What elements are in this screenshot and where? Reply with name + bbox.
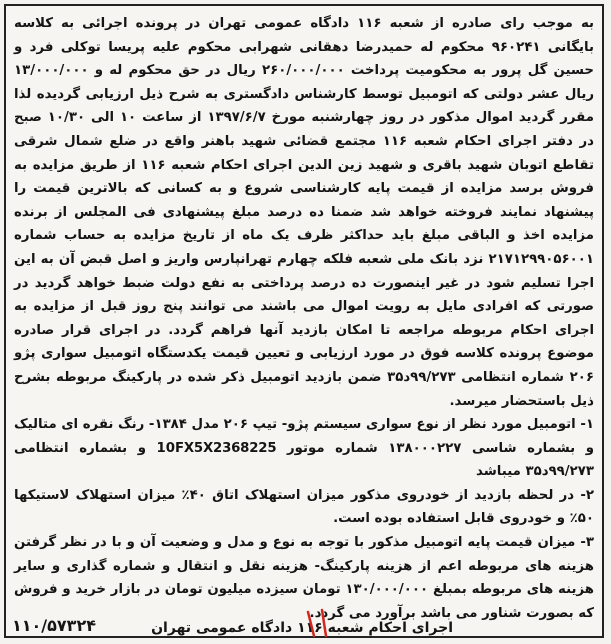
legal-notice-box (4, 4, 604, 638)
notice-item-2: ۲- در لحظه بازدید از خودروی مذکور میزان استهلاک اتاق ۴۰٪ میزان استهلاک لاستیکها ۵۰٪ و خودروی قابل استفاده بوده است. (14, 487, 595, 527)
notice-body (14, 12, 594, 625)
notice-paragraph-main: به موجب رای صادره از شعبه ۱۱۶ دادگاه عمومی تهران در پرونده اجرائی به کلاسه بایگانی ۹۶۰۲۴۱ محکوم له حمیدرضا دهقانی شهرابی محکوم علیه پریسا توکلی فرد و حسین گل پرور به محکومیت پرداخت ۲۶۰/۰۰۰/۰۰۰ ریال در حق محکوم له و ۱۳/۰۰۰/۰۰۰ ریال عشر دولتی که اتومبیل توسط کارشناس دادگستری به شرح ذیل ارزیابی گردیده لذا مقرر گردید اموال مذکور در روز چهارشنبه مورخ ۱۳۹۷/۶/۷ از ساعت ۱۰ الی ۱۰/۳۰ صبح در دفتر اجرای احکام شعبه ۱۱۶ مجتمع قضائی شهید باهنر واقع در ضلع شمال شرقی تقاطع اتوبان شهید باقری و شهید زین الدین اجرای احکام شعبه ۱۱۶ از طریق مزایده به فروش برسد مزایده از قیمت پایه کارشناسی شروع و به کسانی که بالاترین قیمت را پیشنهاد نمایند فروخته خواهد شد ضمنا ده درصد مبلغ پیشنهادی فی المجلس از برنده مزایده اخذ و الباقی مبلغ باید حداکثر ظرف یک ماه از تاریخ مزایده به حساب شماره ۲۱۷۱۲۹۹۰۵۶۰۰۱ نزد بانک ملی شعبه فلکه چهارم تهرانپارس واریز و اصل قبض آن به این اجرا تسلیم شود در غیر اینصورت ده درصد پرداختی به نفع دولت ضبط خواهد گردید در صورتی که افرادی مایل به رویت اموال می باشند می توانند پنج روز قبل از مزایده به اجرای احکام مربوطه مراجعه تا امکان بازدید آنها فراهم گردد. در اجرای قرار صادره موضوع پرونده کلاسه فوق در مورد ارزیابی و تعیین قیمت یکدستگاه اتومبیل سواری پژو ۲۰۶ شماره انتظامی ۹۹/۲۷۳د۳۵ ضمن بازدید اتومبیل ذکر شده در پارکینگ مربوطه بشرح ذیل باستحضار میرسد. (14, 16, 594, 409)
red-pen-mark-icon (300, 608, 340, 638)
notice-item-1: ۱- اتومبیل مورد نظر از نوع سواری سیستم پژو- تیپ ۲۰۶ مدل ۱۳۸۴- رنگ نقره ای متالیک و بشماره شاسی ۱۳۸۰۰۰۲۲۷ شماره موتور 10FX5X2368225 و بشماره انتظامی ۹۹/۲۷۳د۳۵ میباشد (14, 417, 595, 480)
issuer-signature: اجرای احکام شعبه ۱۱۶ دادگاه عمومی تهران (151, 620, 453, 636)
notice-item-3: ۳- میزان قیمت پایه اتومبیل مذکور با توجه به نوع و مدل و وضعیت آن و با در نظر گرفتن هزینه های مربوطه اعم از هزینه پارکینگ- هزینه نقل و انتقال و شماره گذاری و سایر هزینه های مربوطه بمبلغ ۱۳۰/۰۰۰/۰۰۰ تومان سیزده میلیون تومان در بازار خرید و فروش که بصورت شناور می باشد برآورد می گردد. (14, 535, 594, 621)
reference-number: ۱۱۰/۵۷۳۲۴ (12, 616, 96, 635)
